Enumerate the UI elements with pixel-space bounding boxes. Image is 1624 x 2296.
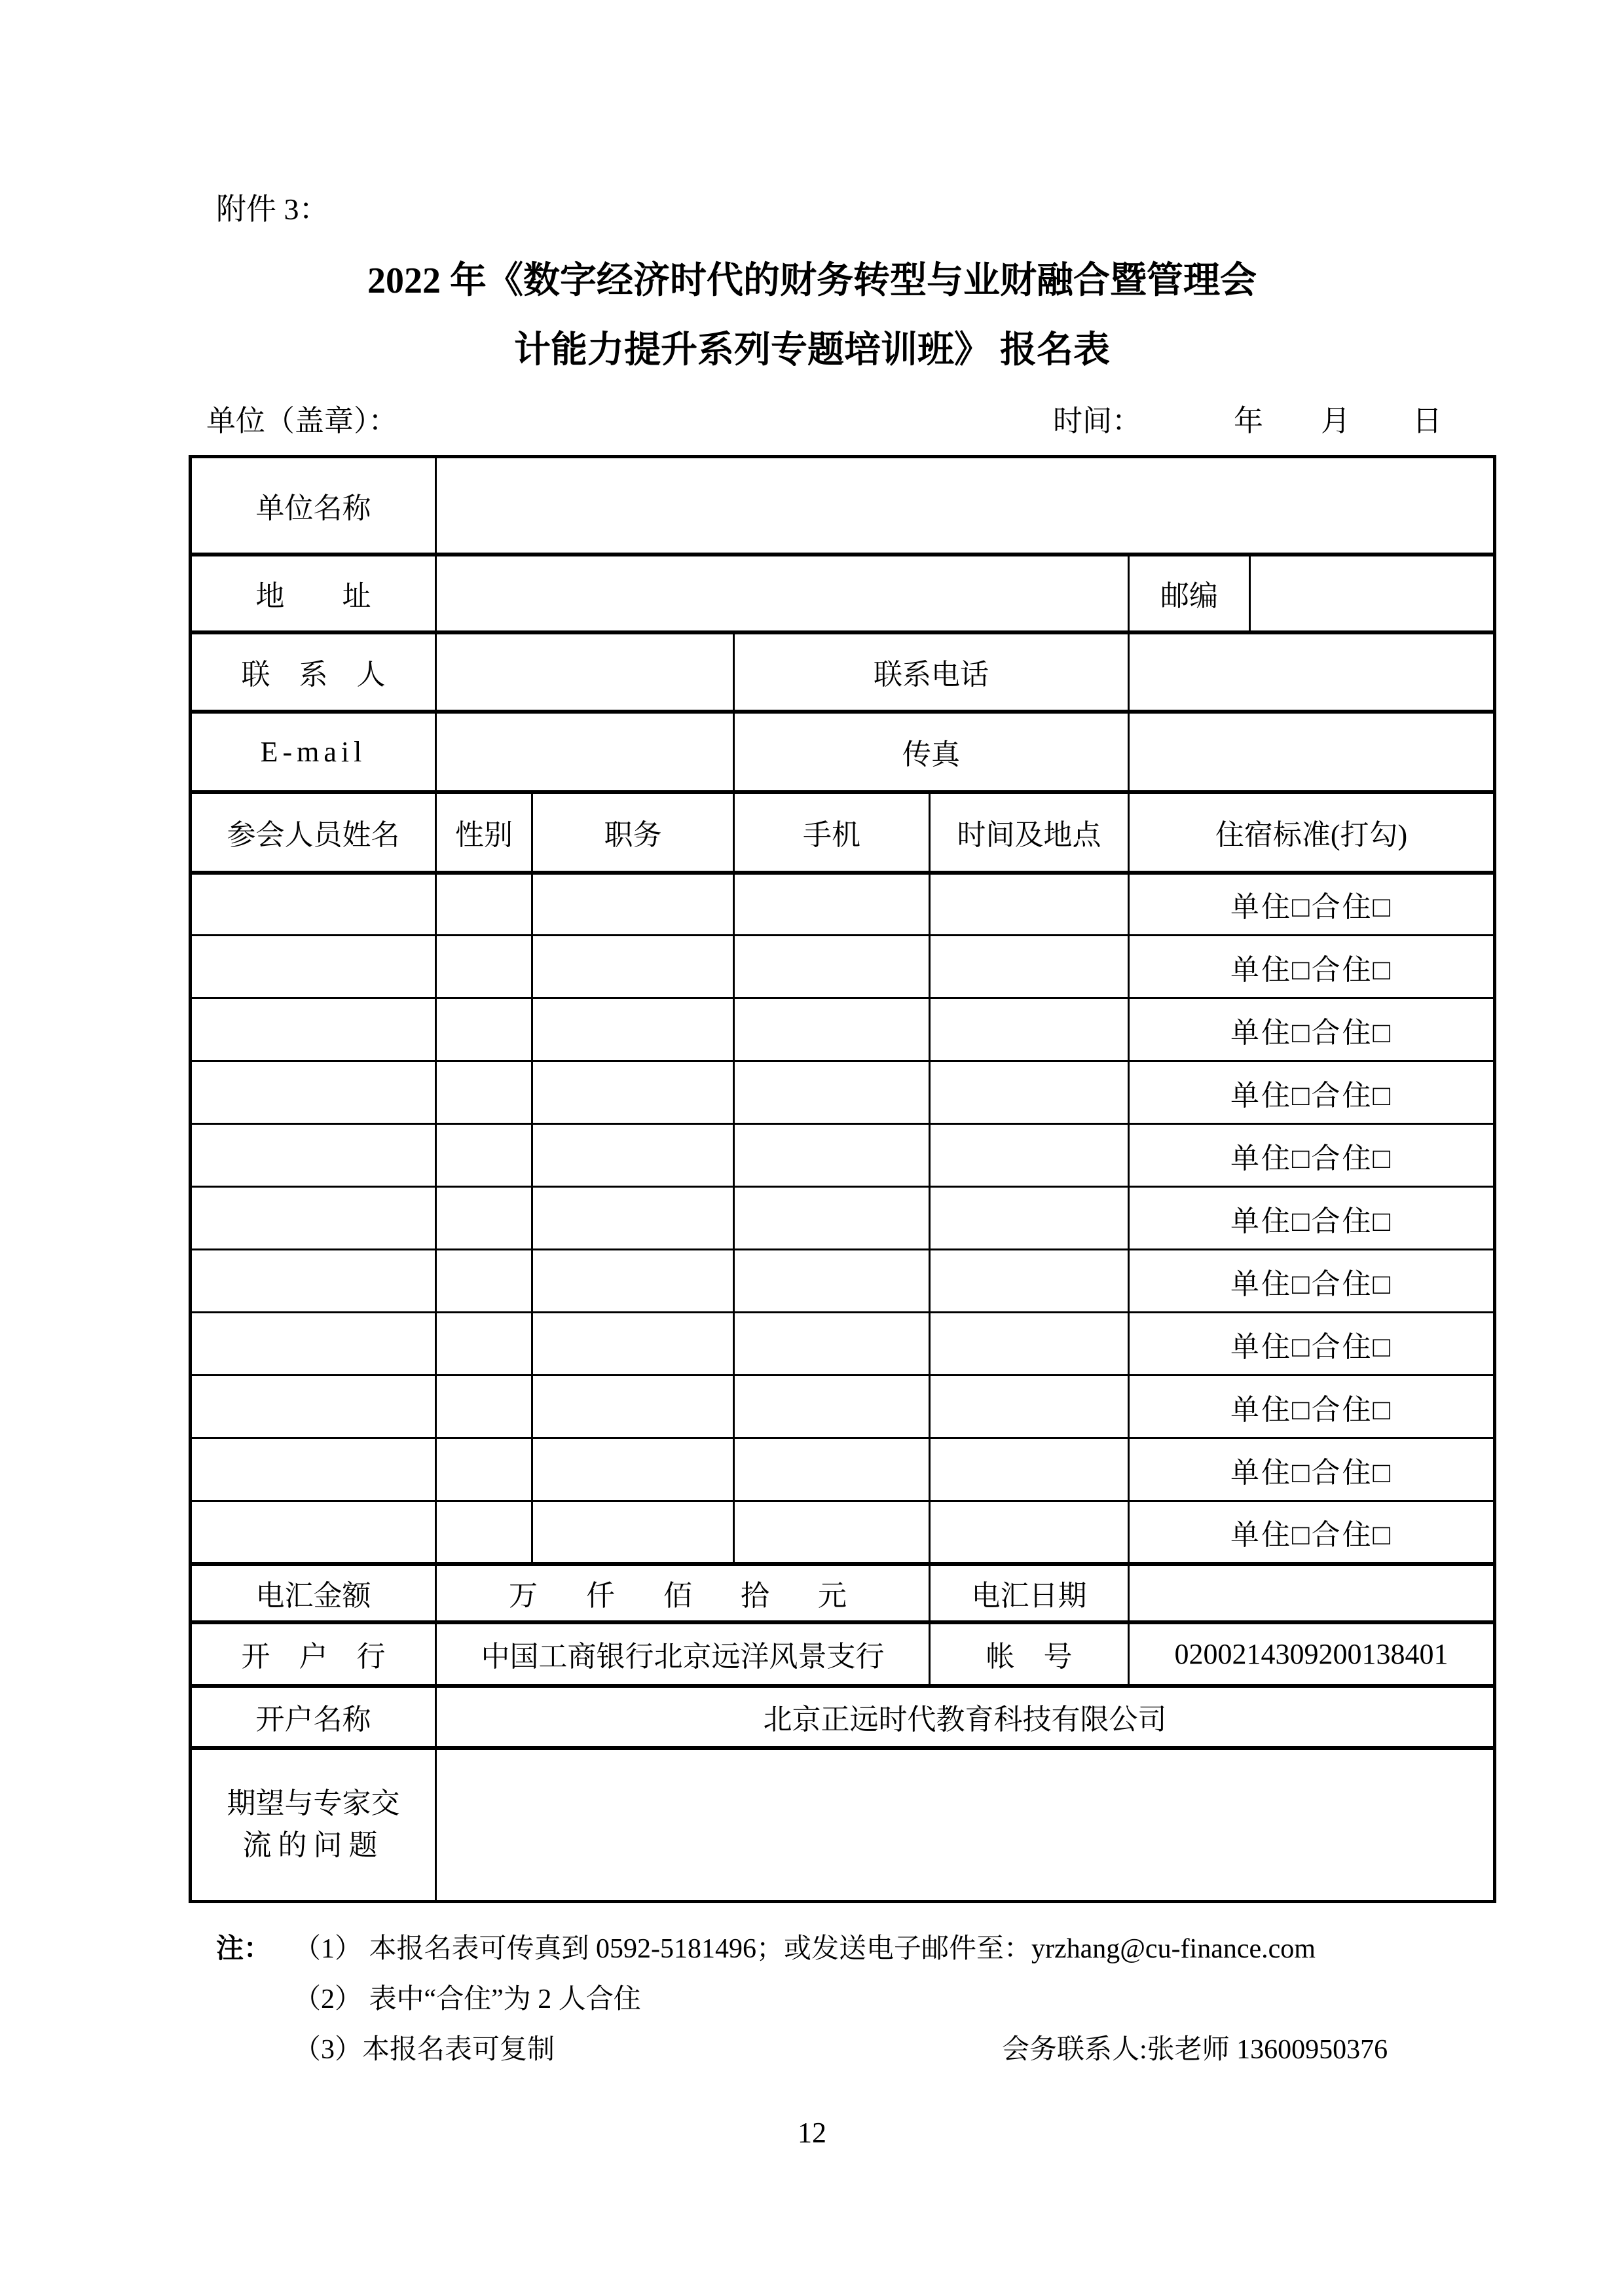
time-label: 时间： — [1053, 405, 1142, 437]
time-place-cell[interactable] — [930, 1501, 1129, 1564]
time-place-cell[interactable] — [930, 998, 1129, 1061]
position-header: 职务 — [532, 792, 734, 873]
position-cell[interactable] — [532, 1124, 734, 1187]
mobile-cell[interactable] — [734, 1438, 930, 1501]
account-name-row — [191, 1686, 1495, 1748]
contact-input[interactable] — [436, 632, 734, 712]
email-row — [191, 712, 1495, 792]
year-label: 年 — [1234, 405, 1264, 437]
mobile-cell[interactable] — [734, 1501, 930, 1564]
participant-row — [191, 1313, 1495, 1376]
info-section — [191, 457, 1495, 873]
mobile-cell[interactable] — [734, 1124, 930, 1187]
participant-name-cell[interactable] — [191, 1187, 436, 1250]
time-place-cell[interactable] — [930, 1376, 1129, 1438]
form-title — [0, 246, 1624, 385]
mobile-cell[interactable] — [734, 1313, 930, 1376]
participant-name-cell[interactable] — [191, 1250, 436, 1313]
payment-section — [191, 1564, 1495, 1902]
time-place-header: 时间及地点 — [930, 792, 1129, 873]
mobile-cell[interactable] — [734, 1376, 930, 1438]
gender-cell[interactable] — [436, 1250, 532, 1313]
position-cell[interactable] — [532, 936, 734, 998]
time-place-cell[interactable] — [930, 873, 1129, 936]
gender-header: 性别 — [436, 792, 532, 873]
participant-name-cell[interactable] — [191, 1438, 436, 1501]
gender-cell[interactable] — [436, 998, 532, 1061]
address-label: 地 址 — [191, 555, 436, 632]
participant-name-header: 参会人员姓名 — [191, 792, 436, 873]
attachment-label: 附件 3： — [216, 192, 329, 226]
participant-row — [191, 1376, 1495, 1438]
lodging-options[interactable]: 单住□合住□ — [1129, 1313, 1495, 1376]
time-place-cell[interactable] — [930, 1061, 1129, 1124]
time-place-cell[interactable] — [930, 1438, 1129, 1501]
gender-cell[interactable] — [436, 1501, 532, 1564]
address-row — [191, 555, 1495, 632]
lodging-options[interactable]: 单住□合住□ — [1129, 1501, 1495, 1564]
participant-name-cell[interactable] — [191, 1313, 436, 1376]
lodging-options[interactable]: 单住□合住□ — [1129, 1187, 1495, 1250]
gender-cell[interactable] — [436, 1438, 532, 1501]
postal-label: 邮编 — [1129, 555, 1250, 632]
phone-label: 联系电话 — [734, 632, 1129, 712]
participant-row — [191, 1124, 1495, 1187]
participant-rows — [191, 873, 1495, 1564]
account-value: 0200214309200138401 — [1129, 1622, 1495, 1686]
mobile-cell[interactable] — [734, 936, 930, 998]
participant-name-cell[interactable] — [191, 998, 436, 1061]
lodging-header: 住宿标准(打勾) — [1129, 792, 1495, 873]
time-place-cell[interactable] — [930, 1250, 1129, 1313]
remittance-units[interactable]: 万 仟 佰 拾 元 — [436, 1564, 930, 1622]
mobile-cell[interactable] — [734, 1187, 930, 1250]
position-cell[interactable] — [532, 1061, 734, 1124]
fax-label: 传真 — [734, 712, 1129, 792]
participant-row — [191, 936, 1495, 998]
contact-row — [191, 632, 1495, 712]
expectation-label-line2: 流的问题 — [242, 1829, 384, 1862]
time-place-cell[interactable] — [930, 1187, 1129, 1250]
registration-table — [189, 455, 1496, 1903]
position-cell[interactable] — [532, 1187, 734, 1250]
lodging-options[interactable]: 单住□合住□ — [1129, 998, 1495, 1061]
participant-name-cell[interactable] — [191, 1061, 436, 1124]
account-label: 帐 号 — [930, 1622, 1129, 1686]
gender-cell[interactable] — [436, 1061, 532, 1124]
lodging-options[interactable]: 单住□合住□ — [1129, 936, 1495, 998]
time-place-cell[interactable] — [930, 936, 1129, 998]
account-name-label: 开户名称 — [191, 1686, 436, 1748]
lodging-options[interactable]: 单住□合住□ — [1129, 1376, 1495, 1438]
position-cell[interactable] — [532, 1501, 734, 1564]
mobile-cell[interactable] — [734, 1250, 930, 1313]
gender-cell[interactable] — [436, 1313, 532, 1376]
remittance-date-label: 电汇日期 — [930, 1564, 1129, 1622]
participant-row — [191, 1187, 1495, 1250]
lodging-options[interactable]: 单住□合住□ — [1129, 1061, 1495, 1124]
position-cell[interactable] — [532, 1313, 734, 1376]
month-label: 月 — [1321, 405, 1351, 437]
contact-label: 联 系 人 — [191, 632, 436, 712]
participant-row — [191, 998, 1495, 1061]
participant-row — [191, 1438, 1495, 1501]
participant-row — [191, 873, 1495, 936]
email-label: E-mail — [191, 712, 436, 792]
page-number: 12 — [798, 2117, 826, 2149]
participant-name-cell[interactable] — [191, 1376, 436, 1438]
note-2: （2） 表中“合住”为 2 人合住 — [293, 1984, 641, 2014]
participant-name-cell[interactable] — [191, 936, 436, 998]
unit-name-label: 单位名称 — [191, 457, 436, 555]
expectation-label-line1: 期望与专家交 — [227, 1787, 400, 1820]
participant-name-cell[interactable] — [191, 1124, 436, 1187]
gender-cell[interactable] — [436, 936, 532, 998]
address-input[interactable] — [436, 555, 1129, 632]
form-title-line2: 计能力提升系列专题培训班》 报名表 — [514, 330, 1110, 371]
unit-seal-label: 单位（盖章）： — [206, 405, 398, 437]
mobile-cell[interactable] — [734, 873, 930, 936]
day-label: 日 — [1412, 405, 1443, 437]
remittance-label: 电汇金额 — [191, 1564, 436, 1622]
fax-input[interactable] — [1129, 712, 1495, 792]
lodging-options[interactable]: 单住□合住□ — [1129, 1250, 1495, 1313]
participant-name-cell[interactable] — [191, 873, 436, 936]
note-3: （3）本报名表可复制 — [293, 2035, 555, 2065]
lodging-options[interactable]: 单住□合住□ — [1129, 873, 1495, 936]
gender-cell[interactable] — [436, 873, 532, 936]
note-1: （1） 本报名表可传真到 0592-5181496；或发送电子邮件至：yrzhang@cu-finance.com — [293, 1934, 1316, 1964]
bank-value: 中国工商银行北京远洋风景支行 — [436, 1622, 930, 1686]
position-cell[interactable] — [532, 873, 734, 936]
lodging-options[interactable]: 单住□合住□ — [1129, 1124, 1495, 1187]
remittance-date-input[interactable] — [1129, 1564, 1495, 1622]
account-name-value: 北京正远时代教育科技有限公司 — [436, 1686, 1495, 1748]
participants-header-row — [191, 792, 1495, 873]
gender-cell[interactable] — [436, 1187, 532, 1250]
position-cell[interactable] — [532, 1250, 734, 1313]
unit-name-input[interactable] — [436, 457, 1495, 555]
conference-contact: 会务联系人:张老师 13600950376 — [1002, 2035, 1388, 2065]
mobile-header: 手机 — [734, 792, 930, 873]
postal-input[interactable] — [1250, 555, 1495, 632]
unit-name-row — [191, 457, 1495, 555]
time-place-cell[interactable] — [930, 1124, 1129, 1187]
mobile-cell[interactable] — [734, 1061, 930, 1124]
mobile-cell[interactable] — [734, 998, 930, 1061]
participant-name-cell[interactable] — [191, 1501, 436, 1564]
participant-row — [191, 1061, 1495, 1124]
participant-row — [191, 1501, 1495, 1564]
position-cell[interactable] — [532, 998, 734, 1061]
expectation-input[interactable] — [436, 1748, 1495, 1902]
participant-row — [191, 1250, 1495, 1313]
form-title-line1: 2022 年《数字经济时代的财务转型与业财融合暨管理会 — [367, 261, 1257, 301]
position-cell[interactable] — [532, 1438, 734, 1501]
position-cell[interactable] — [532, 1376, 734, 1438]
notes-prefix: 注： — [216, 1934, 272, 1964]
expectation-row — [191, 1748, 1495, 1902]
gender-cell[interactable] — [436, 1376, 532, 1438]
phone-input[interactable] — [1129, 632, 1495, 712]
time-place-cell[interactable] — [930, 1313, 1129, 1376]
expectation-label — [191, 1748, 436, 1902]
bank-label: 开 户 行 — [191, 1622, 436, 1686]
lodging-options[interactable]: 单住□合住□ — [1129, 1438, 1495, 1501]
bank-row — [191, 1622, 1495, 1686]
remittance-row — [191, 1564, 1495, 1622]
gender-cell[interactable] — [436, 1124, 532, 1187]
email-input[interactable] — [436, 712, 734, 792]
